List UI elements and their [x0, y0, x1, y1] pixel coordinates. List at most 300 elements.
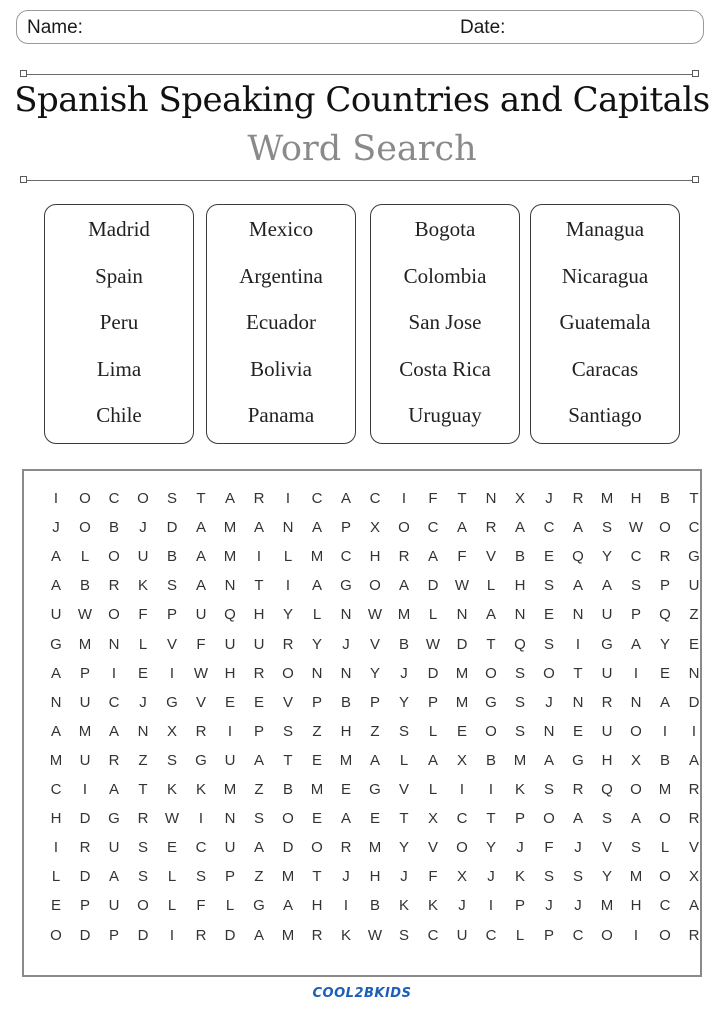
grid-letter: Y — [601, 868, 612, 886]
grid-letter: S — [398, 722, 409, 740]
grid-letter: K — [427, 897, 438, 915]
grid-letter: N — [630, 693, 642, 711]
grid-letter: M — [629, 868, 643, 886]
grid-letter: S — [514, 693, 525, 711]
grid-letter: A — [340, 490, 351, 507]
grid-letter: Z — [312, 722, 322, 740]
grid-letter: C — [427, 519, 439, 537]
grid-letter: J — [545, 490, 553, 507]
grid-letter: A — [427, 751, 438, 769]
grid-letter: U — [253, 635, 265, 653]
grid-letter: X — [369, 519, 380, 537]
grid-letter: W — [367, 606, 383, 624]
grid-letter: C — [108, 490, 120, 507]
grid-letter: O — [282, 664, 294, 682]
grid-letter: T — [457, 490, 467, 507]
grid-letter: P — [166, 606, 177, 624]
grid-letter: U — [79, 751, 91, 769]
grid-letter: H — [369, 548, 381, 566]
grid-letter: H — [601, 751, 613, 769]
grid-letter: I — [111, 664, 117, 682]
grid-letter: A — [688, 751, 699, 769]
grid-letter: Y — [398, 839, 409, 857]
grid-letter: X — [166, 722, 177, 740]
grid-letter: B — [659, 490, 670, 507]
grid-letter: O — [108, 548, 120, 566]
grid-letter: M — [49, 751, 63, 769]
word-item: Caracas — [571, 356, 639, 381]
grid-letter: R — [688, 781, 700, 798]
word-item: Mexico — [248, 217, 314, 241]
grid-letter: F — [428, 868, 438, 886]
grid-letter: E — [50, 897, 61, 915]
grid-letter: Q — [659, 606, 671, 624]
grid-letter: M — [339, 751, 353, 769]
grid-letter: J — [400, 664, 408, 682]
grid-letter: O — [659, 519, 671, 537]
letter-grid — [22, 469, 702, 977]
grid-letter: E — [572, 722, 583, 740]
grid-letter: F — [196, 635, 206, 653]
date-label: Date: — [460, 17, 506, 38]
grid-letter: F — [138, 606, 148, 624]
grid-letter: U — [224, 635, 236, 653]
grid-letter: L — [80, 548, 90, 566]
grid-letter: R — [108, 577, 120, 595]
grid-row — [24, 636, 700, 660]
word-item: Argentina — [239, 263, 323, 288]
grid-letter: D — [224, 926, 236, 944]
grid-letter: U — [601, 664, 613, 682]
grid-letter: A — [427, 548, 438, 566]
grid-letter: Q — [514, 635, 526, 653]
grid-letter: T — [486, 810, 496, 828]
grid-letter: C — [688, 519, 700, 537]
grid-letter: J — [458, 897, 466, 915]
word-item: Colombia — [403, 263, 487, 288]
grid-letter: M — [78, 635, 92, 653]
grid-letter: G — [108, 810, 120, 828]
grid-letter: A — [224, 490, 235, 507]
grid-letter: G — [485, 693, 497, 711]
grid-letter: W — [193, 664, 209, 682]
grid-letter: H — [630, 490, 642, 507]
word-box-2 — [206, 204, 356, 444]
grid-letter: C — [108, 693, 120, 711]
grid-letter: U — [50, 606, 62, 624]
grid-letter: H — [340, 722, 352, 740]
grid-letter: N — [50, 693, 62, 711]
grid-letter: J — [342, 635, 350, 653]
grid-letter: R — [195, 926, 207, 944]
grid-letter: U — [456, 926, 468, 944]
grid-letter: G — [166, 693, 178, 711]
grid-letter: S — [630, 577, 641, 595]
grid-letter: O — [369, 577, 381, 595]
grid-letter: O — [79, 490, 91, 507]
grid-letter: C — [659, 897, 671, 915]
grid-letter: E — [340, 781, 351, 798]
word-item: Nicaragua — [561, 263, 649, 288]
grid-letter: R — [572, 490, 584, 507]
grid-letter: O — [79, 519, 91, 537]
grid-letter: U — [224, 839, 236, 857]
word-item: Uruguay — [408, 403, 482, 427]
grid-letter: Y — [659, 635, 670, 653]
grid-letter: A — [253, 751, 264, 769]
divider-handle-right-bottom — [692, 176, 699, 183]
grid-letter: A — [108, 722, 119, 740]
grid-letter: K — [398, 897, 409, 915]
grid-letter: O — [137, 490, 149, 507]
grid-letter: L — [225, 897, 235, 915]
grid-letter: I — [343, 897, 349, 915]
grid-letter: R — [688, 810, 700, 828]
grid-letter: J — [574, 839, 582, 857]
grid-letter: K — [137, 577, 148, 595]
grid-letter: L — [428, 606, 438, 624]
grid-letter: G — [50, 635, 62, 653]
grid-letter: S — [166, 490, 177, 507]
grid-letter: A — [572, 577, 583, 595]
grid-letter: R — [572, 781, 584, 798]
grid-letter: S — [572, 868, 583, 886]
grid-letter: M — [600, 897, 614, 915]
grid-letter: A — [543, 751, 554, 769]
grid-letter: G — [572, 751, 584, 769]
grid-letter: D — [79, 810, 91, 828]
grid-letter: U — [224, 751, 236, 769]
grid-letter: B — [369, 897, 380, 915]
grid-letter: O — [398, 519, 410, 537]
grid-letter: I — [575, 635, 581, 653]
grid-letter: N — [572, 693, 584, 711]
grid-letter: I — [488, 897, 494, 915]
grid-letter: C — [427, 926, 439, 944]
grid-letter: I — [227, 722, 233, 740]
grid-letter: E — [137, 664, 148, 682]
grid-letter: Z — [370, 722, 380, 740]
grid-letter: N — [485, 490, 497, 507]
grid-letter: D — [688, 693, 700, 711]
grid-row — [24, 927, 700, 951]
grid-letter: W — [77, 606, 93, 624]
grid-letter: A — [195, 519, 206, 537]
grid-letter: H — [369, 868, 381, 886]
grid-letter: O — [456, 839, 468, 857]
grid-letter: L — [486, 577, 496, 595]
grid-letter: U — [108, 839, 120, 857]
grid-letter: P — [369, 693, 380, 711]
grid-letter: M — [368, 839, 382, 857]
grid-letter: X — [688, 868, 699, 886]
grid-row — [24, 665, 700, 689]
grid-letter: O — [659, 868, 671, 886]
word-item: Panama — [247, 403, 315, 427]
grid-letter: H — [224, 664, 236, 682]
grid-letter: T — [689, 490, 699, 507]
grid-letter: S — [543, 577, 554, 595]
grid-letter: Y — [311, 635, 322, 653]
grid-letter: M — [310, 548, 324, 566]
grid-letter: G — [369, 781, 381, 798]
grid-letter: A — [514, 519, 525, 537]
grid-letter: O — [485, 664, 497, 682]
grid-letter: U — [688, 577, 700, 595]
grid-letter: W — [628, 519, 644, 537]
grid-letter: V — [166, 635, 177, 653]
grid-row — [24, 519, 700, 543]
grid-letter: C — [543, 519, 555, 537]
grid-letter: A — [195, 548, 206, 566]
grid-letter: E — [543, 548, 554, 566]
grid-letter: B — [514, 548, 525, 566]
grid-row — [24, 839, 700, 863]
grid-letter: A — [253, 519, 264, 537]
grid-row — [24, 694, 700, 718]
grid-letter: H — [50, 810, 62, 828]
grid-letter: I — [691, 722, 697, 740]
grid-letter: L — [283, 548, 293, 566]
grid-letter: S — [137, 868, 148, 886]
grid-letter: E — [659, 664, 670, 682]
grid-letter: J — [516, 839, 524, 857]
grid-letter: I — [633, 926, 639, 944]
grid-letter: S — [137, 839, 148, 857]
grid-letter: A — [572, 810, 583, 828]
word-box-3 — [370, 204, 520, 444]
grid-letter: I — [285, 577, 291, 595]
grid-letter: S — [630, 839, 641, 857]
page-title: Spanish Speaking Countries and Capitals — [14, 80, 710, 120]
grid-letter: V — [369, 635, 380, 653]
grid-letter: Z — [254, 781, 264, 798]
grid-letter: V — [688, 839, 699, 857]
grid-letter: R — [282, 635, 294, 653]
name-label: Name: — [27, 17, 83, 38]
grid-letter: M — [600, 490, 614, 507]
grid-letter: C — [485, 926, 497, 944]
grid-letter: G — [688, 548, 700, 566]
grid-letter: P — [311, 693, 322, 711]
grid-letter: J — [139, 519, 147, 537]
grid-letter: I — [488, 781, 494, 798]
grid-letter: U — [108, 897, 120, 915]
name-date-bar — [16, 10, 704, 44]
grid-letter: Y — [282, 606, 293, 624]
grid-letter: F — [428, 490, 438, 507]
grid-letter: A — [456, 519, 467, 537]
grid-letter: V — [195, 693, 206, 711]
grid-letter: O — [311, 839, 323, 857]
grid-letter: U — [79, 693, 91, 711]
grid-row — [24, 606, 700, 630]
word-item: Managua — [565, 217, 645, 241]
grid-letter: G — [340, 577, 352, 595]
word-box-1 — [44, 204, 194, 444]
grid-letter: D — [456, 635, 468, 653]
grid-letter: T — [138, 781, 148, 798]
grid-letter: L — [51, 868, 61, 886]
grid-letter: M — [281, 926, 295, 944]
grid-letter: I — [662, 722, 668, 740]
grid-letter: R — [311, 926, 323, 944]
grid-letter: O — [659, 810, 671, 828]
grid-row — [24, 490, 700, 514]
word-item: Peru — [99, 310, 139, 334]
grid-letter: S — [195, 868, 206, 886]
grid-letter: J — [139, 693, 147, 711]
word-box-4 — [530, 204, 680, 444]
grid-letter: M — [223, 781, 237, 798]
grid-letter: O — [485, 722, 497, 740]
grid-letter: X — [456, 751, 467, 769]
grid-letter: W — [164, 810, 180, 828]
grid-letter: V — [485, 548, 496, 566]
grid-letter: X — [427, 810, 438, 828]
grid-letter: C — [50, 781, 62, 798]
grid-letter: E — [543, 606, 554, 624]
grid-letter: Y — [398, 693, 409, 711]
grid-letter: A — [311, 519, 322, 537]
word-item: Bogota — [414, 217, 476, 241]
grid-letter: U — [195, 606, 207, 624]
grid-row — [24, 577, 700, 601]
grid-letter: A — [282, 897, 293, 915]
grid-letter: J — [545, 897, 553, 915]
grid-letter: U — [137, 548, 149, 566]
grid-letter: X — [630, 751, 641, 769]
word-item: Guatemala — [559, 310, 651, 334]
divider-handle-left-top — [20, 70, 27, 77]
grid-letter: K — [514, 781, 525, 798]
cool2bkids-logo: COOL2BKIDS — [312, 986, 412, 1001]
grid-letter: A — [253, 839, 264, 857]
grid-letter: V — [601, 839, 612, 857]
grid-letter: H — [311, 897, 323, 915]
grid-letter: A — [50, 577, 61, 595]
grid-letter: N — [108, 635, 120, 653]
grid-letter: A — [601, 577, 612, 595]
grid-letter: N — [224, 810, 236, 828]
grid-letter: Y — [485, 839, 496, 857]
grid-letter: I — [401, 490, 407, 507]
grid-letter: O — [630, 722, 642, 740]
grid-letter: M — [223, 548, 237, 566]
grid-letter: M — [455, 664, 469, 682]
word-item: Spain — [95, 263, 143, 288]
grid-letter: I — [459, 781, 465, 798]
grid-letter: L — [428, 781, 438, 798]
grid-letter: A — [340, 810, 351, 828]
grid-letter: W — [454, 577, 470, 595]
grid-letter: E — [253, 693, 264, 711]
grid-letter: N — [282, 519, 294, 537]
grid-letter: D — [166, 519, 178, 537]
grid-letter: B — [485, 751, 496, 769]
grid-letter: O — [50, 926, 62, 944]
grid-letter: R — [688, 926, 700, 944]
grid-letter: A — [108, 868, 119, 886]
grid-letter: L — [660, 839, 670, 857]
grid-letter: H — [630, 897, 642, 915]
grid-letter: N — [137, 722, 149, 740]
grid-letter: R — [253, 490, 265, 507]
grid-letter: M — [455, 693, 469, 711]
grid-letter: S — [543, 781, 554, 798]
grid-letter: S — [514, 664, 525, 682]
grid-letter: C — [572, 926, 584, 944]
grid-letter: F — [196, 897, 206, 915]
grid-letter: O — [543, 664, 555, 682]
grid-letter: Q — [601, 781, 613, 798]
grid-letter: P — [543, 926, 554, 944]
grid-letter: T — [283, 751, 293, 769]
grid-letter: N — [514, 606, 526, 624]
grid-letter: B — [79, 577, 90, 595]
divider-handle-right-top — [692, 70, 699, 77]
grid-letter: R — [340, 839, 352, 857]
grid-letter: X — [456, 868, 467, 886]
divider-handle-left-bottom — [20, 176, 27, 183]
grid-letter: K — [166, 781, 177, 798]
grid-letter: G — [601, 635, 613, 653]
grid-letter: A — [369, 751, 380, 769]
grid-letter: S — [253, 810, 264, 828]
grid-letter: V — [398, 781, 409, 798]
word-item: Ecuador — [246, 310, 316, 334]
grid-letter: R — [79, 839, 91, 857]
grid-letter: Z — [138, 751, 148, 769]
grid-letter: J — [342, 868, 350, 886]
grid-letter: A — [50, 722, 61, 740]
grid-letter: D — [79, 926, 91, 944]
grid-letter: M — [397, 606, 411, 624]
grid-letter: A — [398, 577, 409, 595]
grid-letter: I — [285, 490, 291, 507]
grid-letter: A — [659, 693, 670, 711]
grid-letter: N — [572, 606, 584, 624]
grid-letter: P — [340, 519, 351, 537]
grid-letter: P — [659, 577, 670, 595]
grid-letter: R — [485, 519, 497, 537]
grid-letter: P — [253, 722, 264, 740]
grid-letter: T — [312, 868, 322, 886]
grid-letter: S — [514, 722, 525, 740]
grid-letter: O — [601, 926, 613, 944]
grid-letter: S — [166, 751, 177, 769]
grid-letter: E — [311, 751, 322, 769]
grid-letter: R — [601, 693, 613, 711]
grid-letter: W — [367, 926, 383, 944]
grid-letter: O — [137, 897, 149, 915]
grid-letter: I — [198, 810, 204, 828]
grid-letter: J — [400, 868, 408, 886]
grid-letter: E — [369, 810, 380, 828]
grid-letter: I — [256, 548, 262, 566]
grid-letter: W — [425, 635, 441, 653]
grid-letter: B — [659, 751, 670, 769]
grid-letter: J — [52, 519, 60, 537]
grid-letter: M — [78, 722, 92, 740]
grid-letter: U — [601, 722, 613, 740]
grid-letter: P — [630, 606, 641, 624]
grid-letter: O — [659, 926, 671, 944]
grid-letter: A — [108, 781, 119, 798]
grid-letter: P — [108, 926, 119, 944]
word-item: Costa Rica — [399, 356, 491, 381]
grid-row — [24, 897, 700, 921]
